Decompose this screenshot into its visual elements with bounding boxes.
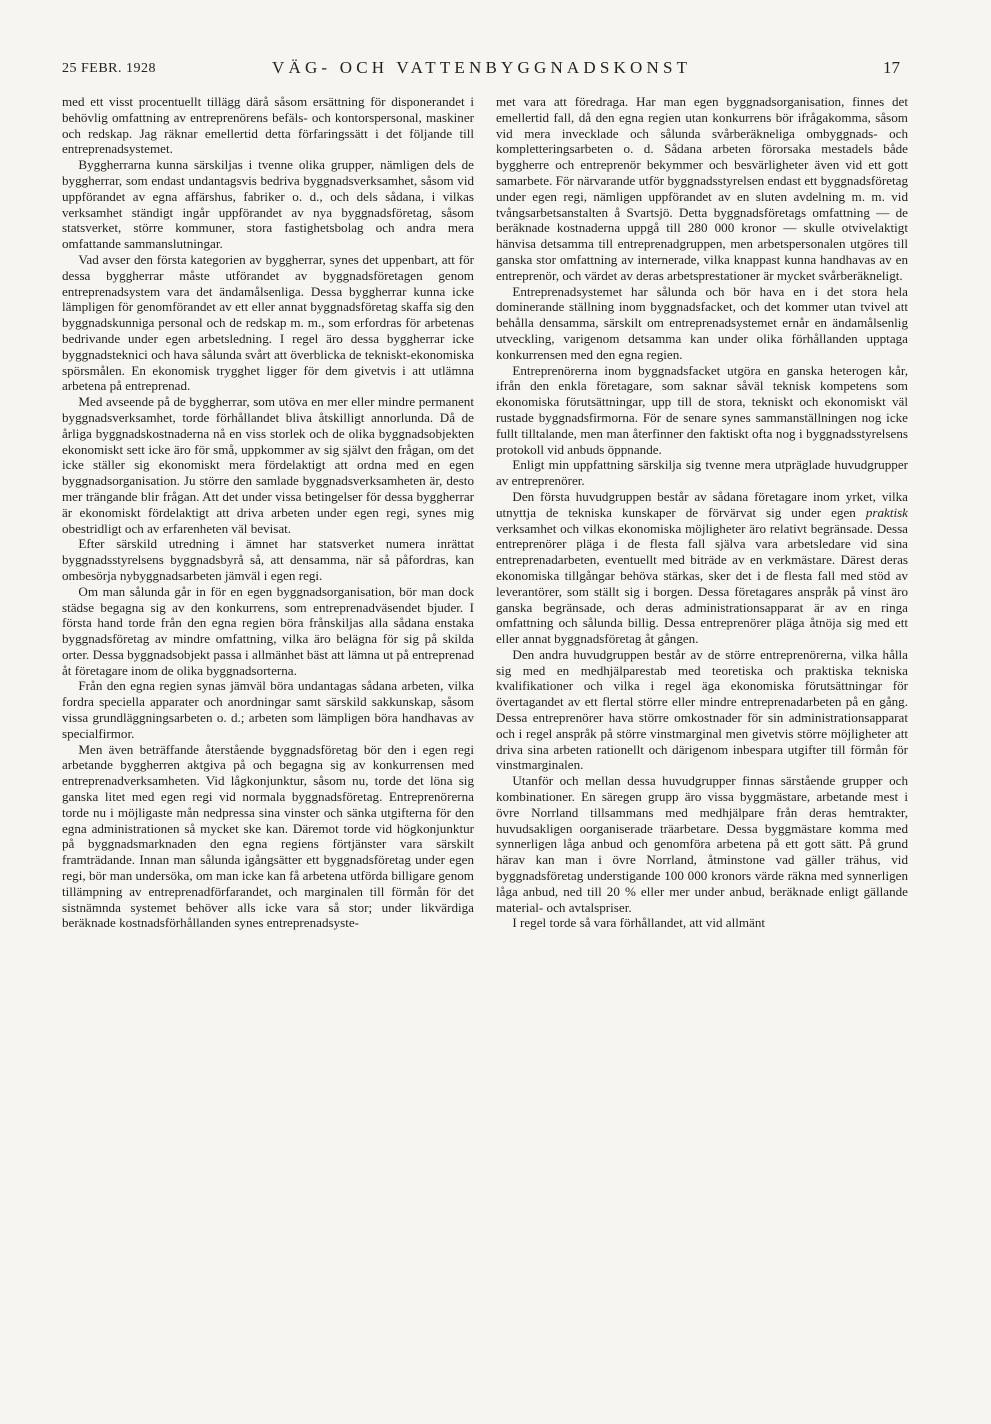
paragraph: Enligt min uppfattning särskilja sig tvenne mera utpräglade huvudgrupper av entreprenörer.: [496, 457, 908, 489]
paragraph: Men även beträffande återstående byggnadsföretag bör den i egen regi arbetande byggherren aktgiva på och begagna sig av konkurrensen med entreprenadverksamheten. Vid lågkonjunktur, såsom nu, torde det löna sig ganska litet med egen regi vid normala byggnadsföretag. Entreprenörerna torde nu i möjligaste mån nedpressa sina vinster och sänka utgifterna för den egna administrationen så mycket ske kan. Däremot torde vid högkonjunktur på byggnadsmarknaden den egna regiens förtjänster vara särskilt framträdande. Innan man sålunda igångsätter ett byggnadsföretag under egen regi, bör man undersöka, om man icke kan få arbetena utförda billigare genom tillämpning av entreprenadförfarandet, och marginalen till förmån för det sistnämnda systemet behöver alls icke vara så stor; under likvärdiga beräknade kostnadsförhållanden synes entreprenadsyste-: [62, 741, 474, 931]
paragraph: [496, 489, 908, 647]
paragraph: I regel torde så vara förhållandet, att vid allmänt: [512, 915, 766, 931]
paragraph: Entreprenadsystemet har sålunda och bör hava en i det stora hela dominerande ställning inom byggnadsfacket, och det kommer utan tvivel att behålla densamma, särskilt om entreprenadsystemet ernår en ändamålsenlig utveckling, varigenom detsamma kan under olika förhållanden upptaga konkurrensen med den egna regien.: [496, 283, 908, 362]
paragraph: Vad avser den första kategorien av byggherrar, synes det uppenbart, att för dessa byggherrar måste utförandet av byggnadsföretagen genom entreprenadsystem vara det ändamålsenliga. Dessa byggherrar kunna icke lämpligen för genomförandet av ett eller annat byggnadsföretag skaffa sig den byggnadskunniga personal och de redskap m. m., som erfordras för arbetenas bedrivande under egen arbetsledning. I regel äro dessa byggherrar icke byggnadstekniсi och hava sålunda svårt att överblicka de tekniskt-ekonomiska spörsmålen. En ekonomisk trygghet ligger för dem givetvis i att utlämna arbetena på entreprenad.: [62, 251, 474, 394]
left-column: [62, 94, 474, 931]
emphasized-word: praktisk: [865, 504, 908, 520]
page-header: [62, 58, 900, 82]
paragraph: met vara att föredraga. Har man egen byggnadsorganisation, finnes det emellertid fall, då den egna regien utan konkurrens bör ifrågakomma, såsom vid mera invecklade och sålunda svårberäkneliga ombyggnads- och kompletteringsarbeten o. d. Sådana arbeten förorsaka mestadels både byggherre och entreprenör bekymmer och besvärligheter även vid ett gott samarbete. För närvarande utför byggnadsstyrelsen endast ett byggnadsföretag under egen regi, nämligen uppförandet av en sluten avdelning m. m. vid tvångsarbetsanstalten å Svartsjö. Detta byggnadsföretags omfattning — de beräknade kostnaderna uppgå till 280 000 kronor — skulle otvivelaktigt hänvisa detsamma till entreprenadgruppen, men arbetspersonalen utgöres till ganska stor omfattning av internerade, vilka knappast kunna handhavas av en entreprenör, och värdet av deras arbetsprestationer är mycket svårberäkneligt.: [496, 94, 908, 283]
paragraph: med ett visst procentuellt tillägg därå såsom ersättning för disponerandet i behövlig omfattning av entreprenörens befäls- och kontorspersonal, maskiner och redskap. Jag räknar emellertid detta förfaringssätt i det följande till entreprenadsystemet.: [62, 94, 474, 157]
paragraph: Med avseende på de byggherrar, som utöva en mer eller mindre permanent byggnadsverksamhet, torde förhållandet bliva åtskilligt annorlunda. Då de årliga byggnadskostnaderna nå en viss storlek och de olika byggnadsobjekten ekonomiskt sett icke äro för små, uppkommer av sig självt den frågan, om det icke ställer sig ekonomiskt mera fördelaktigt att ordna med en egen byggnadsorganisation. Ju större den samlade byggnadsverksamheten är, desto mer trängande blir frågan. Att det under vissa betingelser för dessa byggherrar är ekonomiskt fördelaktigt att driva arbeten under egen regi, synes mig obestridligt och av erfarenheten väl bevisat.: [62, 394, 474, 536]
page-number: 17: [883, 58, 900, 77]
journal-title: VÄG- OCH VATTENBYGGNADSKONST: [272, 58, 692, 77]
paragraph: Entreprenörerna inom byggnadsfacket utgöra en ganska heterogen kår, ifrån den enkla företagare, som saknar såväl teknisk kompetens som ekonomiska förutsättningar, upp till de stora, tekniskt och ekonomiskt väl rustade byggnadsfirmorna. För de senare synes sammanställningen nog icke fullt tilltalande, men man återfinner den faktiskt ofta nog i byggnadsstyrelsens protokoll vid anbuds öppnande.: [496, 362, 908, 457]
paragraph: Byggherrarna kunna särskiljas i tvenne olika grupper, nämligen dels de byggherrar, som endast undantagsvis bedriva byggnadsverksamhet, såsom vid uppförandet av egna affärshus, fabriker o. d., och dels sådana, i vilkas verksamhet ständigt ingår uppförandet av nya byggnadsföretag, såsom statsverket, större kommuner, stora fastighetsbolag och andra mera omfattande sammanslutningar.: [62, 157, 474, 252]
paragraph: Om man sålunda går in för en egen byggnadsorganisation, bör man dock städse begagna sig av den konkurrens, som entreprenadväsendet bjuder. I första hand torde från den egna regien böra frånskiljas alla sådana enstaka byggnadsföretag av mindre omfattning, vilka äro belägna för sig på skilda orter. Dessa byggnadsobjekt passa i allmänhet bäst att lämna ut på entreprenad åt företagare inom de olika byggnadsorterna.: [62, 583, 474, 678]
paragraph: Utanför och mellan dessa huvudgrupper finnas särstående grupper och kombinationer. En säregen grupp äro vissa byggmästare, arbetande mest i övre Norrland tillsammans med medhjälpare från deras hemtrakter, huvudsakligen oorganiserade träarbetare. Dessa byggmästare komma med synnerligen låga anbud och genomföra arbetena på ett gott sätt. På grund härav kan man i övre Norrland, åtminstone vad gäller trähus, vid byggnadsföretag understigande 100 000 kronors värde räkna med synnerligen låga anbud, ned till 20 % eller mer under anbud, beräknade enligt gällande material- och avtalspriser.: [496, 773, 908, 915]
right-column: [496, 94, 908, 931]
paragraph-text: Den första huvudgruppen består av sådana företagare inom yrket, vilka utnyttja de tekniska kunskaper de förvärvat sig under egen: [496, 488, 908, 520]
paragraph: Efter särskild utredning i ämnet har statsverket numera inrättat byggnadsstyrelsens byggnadsbyrå så, att densamma, när så påfordras, kan ombesörja nybyggnadsarbeten jämväl i egen regi.: [62, 536, 474, 583]
paragraph: Från den egna regien synas jämväl böra undantagas sådana arbeten, vilka fordra speciella apparater och anordningar samt särskild sakkunskap, såsom vissa grundläggningsarbeten o. d.; arbeten som lämpligen böra handhavas av specialfirmor.: [62, 678, 474, 741]
paragraph: Den andra huvudgruppen består av de större entreprenörerna, vilka hålla sig med en medhjälparestab med teoretiska och praktiska tekniska kvalifikationer och vilka i regel äga ekonomiska förutsättningar för övertagandet av ett flertal större eller mindre entreprenadarbeten på en gång. Dessa entreprenörer hava större omkostnader för sin administrationsapparat och i regel anspråk på större vinstmarginal men givetvis större möjligheter att driva sina arbeten rationellt och därigenom inbespara utgifter till förmån för vinstmarginalen.: [496, 646, 908, 773]
paragraph-text: verksamhet och vilkas ekonomiska möjligheter äro relativt begränsade. Dessa entreprenörer pläga i de flesta fall själva vara arbetsledare vid sina entreprenadarbeten, eventuellt med biträde av en verkmästare. Därest deras ekonomiska tillgångar behöva stärkas, sker det i de flesta fall med stöd av leverantörer, som ställt sig i borgen. Dessa företagares anspråk på vinst äro ganska begränsade, och deras administrationsapparat är av en ringa omfattning och sålunda billig. Dessa entreprenörer pläga åtnöja sig med ett eller annat byggnadsföretag åt gången.: [496, 520, 908, 647]
issue-date: 25 FEBR. 1928: [62, 61, 157, 76]
